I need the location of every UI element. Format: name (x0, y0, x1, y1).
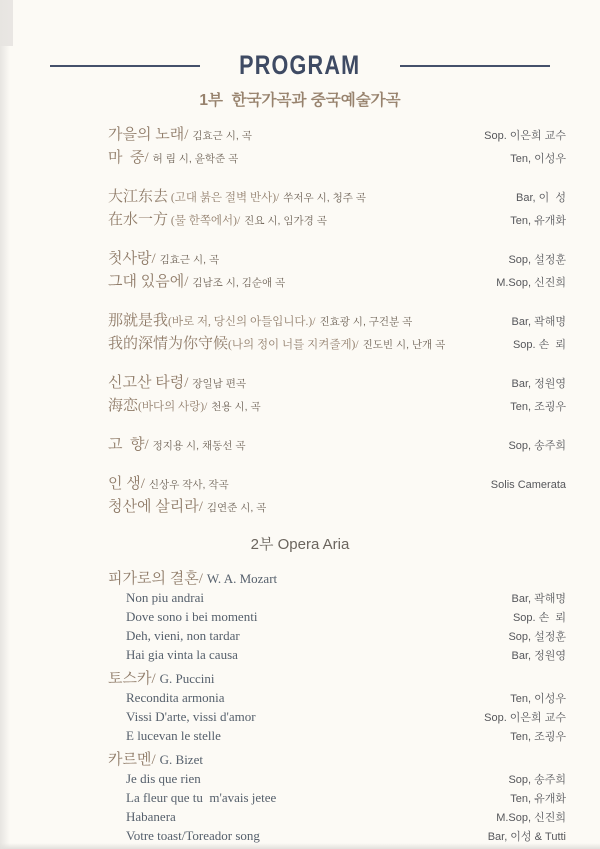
song-entry (108, 209, 327, 232)
performer-label: Bar, 곽해명 (511, 316, 566, 328)
opera-title: 피가로의 결혼/ (108, 571, 203, 587)
performer-label: Sop. 손 뢰 (512, 339, 566, 351)
opera-set (0, 669, 600, 746)
performer-label: Ten, 이성우 (510, 693, 566, 705)
performer-label: Ten, 조굉우 (510, 731, 566, 743)
decorative-rule-left (50, 65, 200, 67)
song-row (0, 333, 600, 356)
performer-label: Ten, 이성우 (510, 153, 566, 165)
aria-row (0, 646, 600, 665)
aria-title: Deh, vieni, non tardar (126, 628, 240, 643)
aria-title: Hai gia vinta la causa (126, 647, 238, 662)
performer-label: Bar, 이 성 (516, 192, 566, 204)
song-title: 大江东去 (108, 189, 169, 205)
performer-label: M.Sop, 신진희 (496, 812, 566, 824)
song-credit: 장일남 편곡 (192, 378, 247, 390)
aria-row (0, 770, 600, 789)
song-row (0, 473, 600, 496)
song-entry (108, 124, 252, 147)
song-group (0, 473, 600, 519)
song-title: 我的深情为你守候 (108, 336, 229, 352)
aria-row (0, 808, 600, 827)
opera-entry (108, 750, 203, 770)
song-row (0, 372, 600, 395)
song-title: 那就是我 (108, 313, 169, 329)
decorative-rule-right (400, 65, 550, 67)
song-entry (108, 372, 246, 395)
song-entry (108, 395, 261, 418)
song-credit: 천용 시, 곡 (211, 401, 261, 413)
opera-composer: G. Puccini (159, 671, 215, 686)
opera-set (0, 750, 600, 846)
song-entry (108, 333, 445, 356)
performer-label: Ten, 유개화 (510, 215, 566, 227)
song-title: 가을의 노래/ (108, 127, 189, 143)
song-title: 고 향/ (108, 437, 149, 453)
aria-title: E lucevan le stelle (126, 728, 221, 743)
scan-artifact-bottom-edge (0, 843, 600, 849)
song-credit: 진요 시, 임가경 곡 (244, 215, 327, 227)
song-entry (108, 147, 238, 170)
song-title: 첫사랑/ (108, 251, 156, 267)
song-entry (108, 434, 245, 457)
opera-composer: G. Bizet (159, 752, 203, 767)
opera-title-row (0, 750, 600, 770)
part1-heading: 1부 한국가곡과 중국예술가곡 (199, 92, 401, 109)
performer-label: Sop. 손 뢰 (512, 612, 566, 624)
aria-title: Recondita armonia (126, 690, 225, 705)
song-group (0, 434, 600, 457)
song-row (0, 209, 600, 232)
aria-title: Dove sono i bei momenti (126, 609, 258, 624)
song-paren: (바로 저, 당신의 아들입니다.)/ (168, 316, 316, 328)
part1-song-list (0, 124, 600, 519)
song-group (0, 186, 600, 232)
song-entry (108, 186, 366, 209)
song-title: 海恋 (108, 398, 139, 414)
opera-title-row (0, 669, 600, 689)
scan-artifact-left-edge (0, 0, 10, 849)
song-title: 在水一方 (108, 212, 169, 228)
song-title: 마 중/ (108, 150, 149, 166)
song-entry (108, 271, 285, 294)
song-title: 신고산 타령/ (108, 375, 189, 391)
aria-row (0, 608, 600, 627)
performer-label: Bar, 이성 & Tutti (487, 831, 566, 843)
song-group (0, 124, 600, 170)
opera-composer: W. A. Mozart (206, 571, 278, 586)
performer-label: Bar, 정원영 (511, 650, 566, 662)
aria-title: Vissi D'arte, vissi d'amor (126, 709, 256, 724)
song-row (0, 496, 600, 519)
song-entry (108, 496, 266, 519)
song-paren: (고대 붉은 절벽 반사)/ (168, 192, 280, 204)
song-row (0, 124, 600, 147)
song-credit: 신상우 작사, 작곡 (148, 479, 229, 491)
performer-label: Sop, 설정훈 (508, 254, 566, 266)
performer-label: Ten, 조굉우 (510, 401, 566, 413)
aria-title: Non piu andrai (126, 590, 204, 605)
song-title: 청산에 살리라/ (108, 499, 203, 515)
song-credit: 허 림 시, 윤학준 곡 (152, 153, 239, 165)
page-title: PROGRAM (239, 50, 361, 80)
performer-label: Sop, 송주희 (508, 774, 566, 786)
song-credit: 진효광 시, 구건분 곡 (319, 316, 413, 328)
song-credit: 김남조 시, 김순애 곡 (192, 277, 286, 289)
part2-aria-list (0, 569, 600, 846)
aria-row (0, 708, 600, 727)
aria-title: Habanera (126, 809, 176, 824)
opera-title: 토스카/ (108, 671, 156, 687)
opera-title: 카르멘/ (108, 752, 156, 768)
song-credit: 정지용 시, 채동선 곡 (152, 440, 246, 452)
opera-title-row (0, 569, 600, 589)
performer-label: Sop. 이은희 교수 (484, 130, 566, 142)
song-credit: 쑤저우 시, 청주 곡 (283, 192, 366, 204)
song-row (0, 186, 600, 209)
song-row (0, 434, 600, 457)
song-title: 그대 있음에/ (108, 274, 189, 290)
song-credit: 진도빈 시, 난개 곡 (362, 339, 446, 351)
performer-label: Ten, 유개화 (510, 793, 566, 805)
song-row (0, 310, 600, 333)
song-row (0, 147, 600, 170)
aria-row (0, 627, 600, 646)
song-group (0, 248, 600, 294)
performer-label: Sop, 설정훈 (508, 631, 566, 643)
song-paren: (나의 정이 너를 지켜줄게)/ (228, 339, 359, 351)
performer-label: Bar, 정원영 (511, 378, 566, 390)
performer-label: Bar, 곽해명 (511, 593, 566, 605)
aria-title: La fleur que tu m'avais jetee (126, 790, 277, 805)
song-group (0, 310, 600, 356)
song-entry (108, 248, 219, 271)
aria-row (0, 789, 600, 808)
song-entry (108, 310, 412, 333)
song-row (0, 271, 600, 294)
song-title: 인 생/ (108, 476, 145, 492)
part2-heading: 2부 Opera Aria (250, 536, 350, 553)
performer-label: M.Sop, 신진희 (496, 277, 566, 289)
song-entry (108, 473, 229, 496)
aria-title: Je dis que rien (126, 771, 201, 786)
program-header (0, 50, 600, 81)
performer-label: Sop, 송주희 (508, 440, 566, 452)
performer-label: Sop. 이은희 교수 (484, 712, 566, 724)
song-paren: (물 한쪽에서)/ (168, 215, 241, 227)
aria-title: Votre toast/Toreador song (126, 828, 260, 843)
song-group (0, 372, 600, 418)
performer-label: Solis Camerata (490, 479, 566, 491)
song-credit: 김연준 시, 곡 (206, 502, 267, 514)
aria-row (0, 689, 600, 708)
aria-row (0, 727, 600, 746)
song-credit: 김효근 시, 곡 (192, 130, 252, 142)
song-paren: (바다의 사랑)/ (138, 401, 208, 413)
opera-set (0, 569, 600, 665)
song-credit: 김효근 시, 곡 (159, 254, 220, 266)
song-row (0, 395, 600, 418)
aria-row (0, 589, 600, 608)
opera-entry (108, 569, 277, 589)
song-row (0, 248, 600, 271)
opera-entry (108, 669, 215, 689)
